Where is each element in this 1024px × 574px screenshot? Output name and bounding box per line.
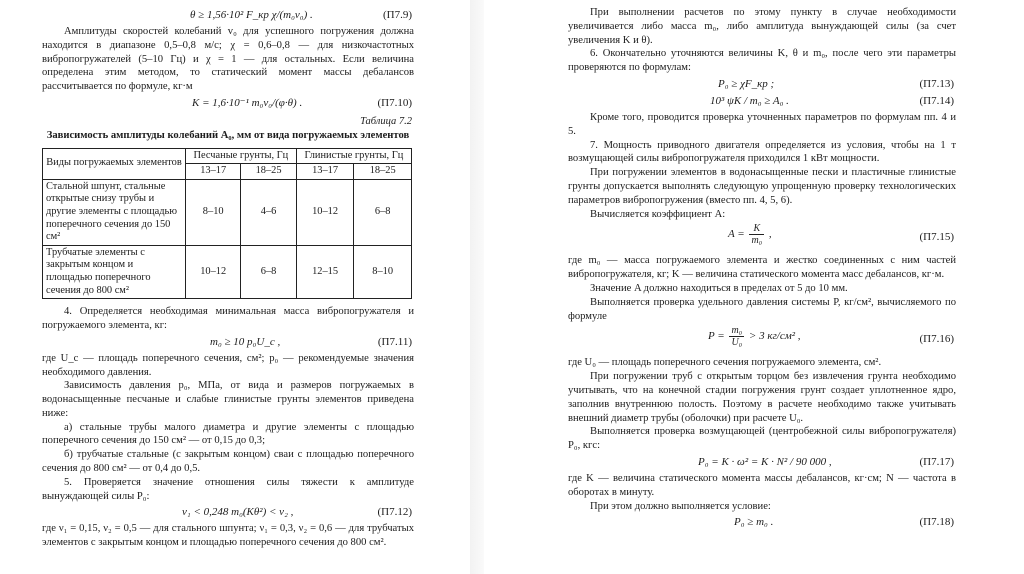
paragraph: При выполнении расчетов по этому пункту в случае необходимости увеличивается либо масса m₀, либо амплитуда вынуждающей силы (за счет увеличения K и θ). — [568, 7, 956, 46]
table-cell: 12–15 — [296, 245, 354, 298]
table-title: Зависимость амплитуды колебаний A₀, мм от вида погружаемых элементов — [46, 129, 410, 141]
formula-p7-10 — [42, 96, 414, 110]
paragraph: где K — величина статического момента массы дебалансов, кг·см; N — частота в оборотах в минуту. — [568, 472, 956, 498]
paragraph: Зависимость давления p₀, МПа, от вида и размеров погружаемых в водонасыщенные песчаные и слабые глинистые грунты элементов приведена ниже: — [42, 380, 414, 419]
table-cell: 10–12 — [186, 245, 241, 298]
formula-tail: , — [768, 228, 772, 241]
formula-expression: P₀ = K · ω² = K · N² / 90 000 , — [698, 455, 832, 468]
table-row — [43, 179, 412, 245]
formula-p7-16 — [568, 325, 956, 353]
paragraph: При погружении труб с открытым торцом без извлечения грунта необходимо учитывать, что на конечной стадии погружения грунт создает уплотненное ядро, заполнив внутреннюю полость. Поэтому в расчете необходимо также учитывать внешний диаметр трубы (оболочки) при расчете U₀. — [568, 371, 956, 424]
formula-p7-14 — [568, 94, 956, 108]
formula-p7-18 — [568, 515, 956, 529]
fraction-denominator: U₀ — [731, 337, 743, 349]
page-gutter — [470, 0, 484, 574]
formula-number: (П7.12) — [377, 506, 412, 519]
formula-expression — [708, 325, 801, 348]
formula-number: (П7.15) — [919, 231, 954, 244]
formula-expression: K = 1,6·10⁻¹ m₀v₀/(φ·θ) . — [192, 96, 303, 109]
table-subheader-cell: 13–17 — [296, 164, 354, 180]
paragraph: При этом должно выполняется условие: — [590, 500, 771, 512]
fraction-numerator: m₀ — [731, 325, 743, 337]
formula-p7-9 — [42, 8, 414, 22]
table-subheader-cell: 13–17 — [186, 164, 241, 180]
formula-number: (П7.9) — [382, 9, 412, 21]
formula-expression: m₀ ≥ 10 p₀U_c , — [210, 335, 281, 348]
formula-number: (П7.17) — [919, 455, 954, 468]
table-cell: 4–6 — [241, 179, 296, 245]
list-item: б) трубчатые стальные (с закрытым концом) сваи с площадью поперечного сечения до 800 см² — от 0,4 до 0,5. — [42, 449, 414, 475]
formula-expression — [728, 223, 772, 246]
formula-number: (П7.10) — [377, 96, 412, 109]
paragraph: Вычисляется коэффициент A: — [590, 208, 726, 220]
formula-number: (П7.13) — [919, 77, 954, 90]
table-cell: 8–10 — [354, 245, 412, 298]
left-page — [42, 0, 414, 574]
formula-number: (П7.14) — [919, 94, 954, 107]
table-subheader-cell: 18–25 — [241, 164, 296, 180]
paragraph: где U₀ — площадь поперечного сечения погружаемого элемента, см². — [568, 357, 882, 369]
formula-lhs: A = — [728, 228, 745, 241]
fraction — [749, 223, 764, 246]
formula-p7-12 — [42, 505, 414, 519]
table-cell: 8–10 — [186, 179, 241, 245]
table-row-label: Стальной шпунт, стальные открытые снизу трубы и другие элементы с площадью поперечного сечения до 150 см² — [43, 179, 186, 245]
paragraph: 4. Определяется необходимая минимальная масса вибропогружателя и погружаемого элемента, кг: — [42, 306, 414, 331]
table-cell: 10–12 — [296, 179, 354, 245]
table-cell: 6–8 — [241, 245, 296, 298]
formula-expression: P₀ ≥ m₀ . — [734, 516, 774, 529]
formula-lhs: P = — [708, 330, 725, 343]
paragraph: При погружении элементов в водонасыщенные пески и пластичные глинистые грунты допускается выполнять следующую упрощенную проверку технологических параметров вибропогружения (вместо пп. 4, 5, 6). — [568, 167, 956, 206]
table-row-label: Трубчатые элементы с закрытым концом и площадью поперечного сечения до 800 см² — [43, 245, 186, 298]
formula-p7-15 — [568, 223, 956, 251]
table-header-cell: Виды погружаемых элементов — [43, 148, 186, 179]
table-row — [43, 245, 412, 298]
paragraph: Амплитуды скоростей колебаний v₀ для успешного погружения должна находится в диапазоне 0,5–0,8 м/с; χ = 0,6–0,8 — для низкочастотных вибропогружателей (5–10 Гц) и χ = 1 — для остальных. Если величина определена этим методом, то статический момент массы дебалансов рассчитывается по формуле, кг·м — [42, 26, 414, 93]
table-subheader-cell: 18–25 — [354, 164, 412, 180]
paragraph: 5. Проверяется значение отношения силы тяжести к амплитуде вынуждающей силы P₀: — [42, 476, 414, 502]
paragraph: где U_c — площадь поперечного сечения, см²; p₀ — рекомендуемые значения необходимого давления. — [42, 352, 414, 378]
formula-number: (П7.11) — [377, 335, 412, 348]
fraction — [729, 325, 744, 348]
paragraph: Кроме того, проводится проверка уточненных параметров по формулам пп. 4 и 5. — [568, 111, 956, 137]
paragraph: Значение A должно находиться в пределах от 5 до 10 мм. — [590, 282, 848, 294]
right-page — [568, 0, 956, 574]
paragraph: где ν₁ = 0,15, ν₂ = 0,5 — для стального шпунта; ν₁ = 0,3, ν₂ = 0,6 — для трубчатых элементов с закрытым концом и площадью поперечного сечения до 800 см². — [42, 523, 414, 549]
formula-p7-13 — [568, 77, 956, 91]
formula-number: (П7.18) — [919, 516, 954, 529]
fraction-denominator: m₀ — [751, 235, 763, 247]
paragraph: где m₀ — масса погружаемого элемента и жестко соединенных с ним частей вибропогружателя, кг; K — величина статического момента масс дебалансов, кг·м. — [568, 255, 956, 281]
table-header-cell: Глинистые грунты, Гц — [296, 148, 411, 164]
paragraph: 6. Окончательно уточняются величины K, θ и m₀, после чего эти параметры проверяются по формулам: — [568, 48, 956, 74]
formula-expression: P₀ ≥ χF_кр ; — [718, 77, 775, 90]
table-header-cell: Песчаные грунты, Гц — [186, 148, 297, 164]
table-cell: 6–8 — [354, 179, 412, 245]
fraction-numerator: K — [749, 223, 764, 235]
table-caption: Таблица 7.2 — [360, 115, 412, 127]
formula-tail: > 3 кг/см² , — [748, 330, 801, 343]
formula-p7-17 — [568, 455, 956, 469]
formula-p7-11 — [42, 335, 414, 349]
paragraph: Выполняется проверка возмущающей (центробежной силы вибропогружателя) P₀, кгс: — [568, 426, 956, 452]
paragraph: 7. Мощность приводного двигателя определяется из условия, чтобы на 1 т возмущающей силы вибропогружателя приходился 1 кВт мощности. — [568, 139, 956, 165]
amplitude-table — [42, 148, 412, 300]
formula-expression: θ ≥ 1,56·10² F_кр χ/(m₀v₀) . — [190, 9, 313, 21]
formula-number: (П7.16) — [919, 333, 954, 346]
formula-expression: ν₁ < 0,248 m₀(Kθ²) < ν₂ , — [182, 506, 294, 519]
formula-expression: 10³ ψK / m₀ ≥ A₀ . — [710, 94, 789, 107]
list-item: а) стальные трубы малого диаметра и другие элементы с площадью поперечного сечения до 150 см² — от 0,15 до 0,3; — [42, 421, 414, 447]
paragraph: Выполняется проверка удельного давления системы P, кг/см², вычисляемого по формуле — [568, 296, 956, 322]
